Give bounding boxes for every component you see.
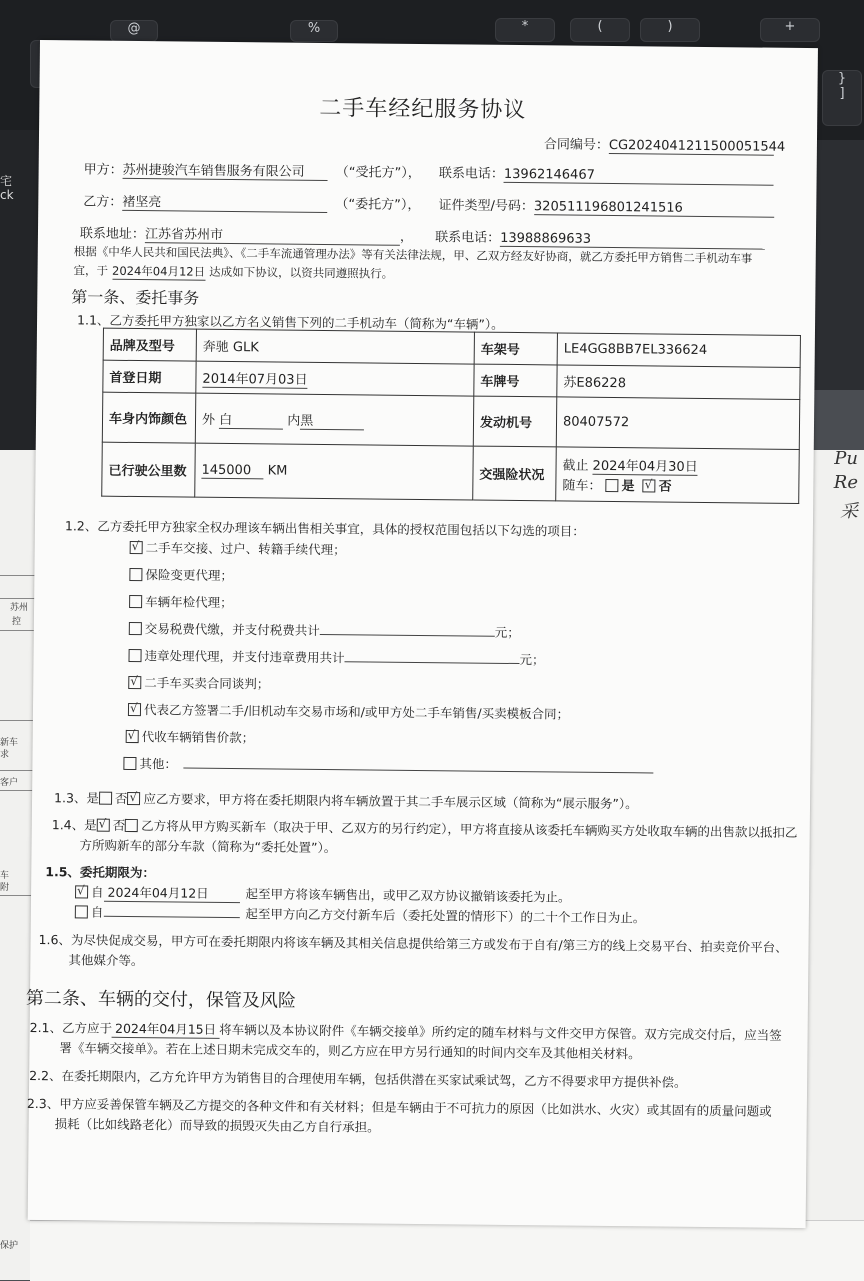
clause-1-1: 1.1、乙方委托甲方独家以乙方名义销售下列的二手机动车（简称为“车辆”）。 — [76, 312, 504, 332]
term-option-2-checkbox[interactable] — [75, 905, 88, 918]
violation-amount-blank[interactable] — [345, 649, 520, 664]
interior-color: 黑 — [300, 409, 364, 430]
clause-2-3-line-1: 2.3、甲方应妥善保管车辆及乙方提交的各种文件和有关材料；但是车辆由于不可抗力的原因（比如洪水、火灾）或其固有的质量问题或 — [26, 1095, 772, 1119]
scope-checkbox[interactable] — [130, 541, 143, 554]
display-yes-checkbox[interactable] — [99, 792, 112, 805]
scope-item-label: 代收车辆销售价款； — [141, 729, 255, 746]
party-b-id-label: 证件类型/号码： — [438, 198, 535, 215]
table-row — [102, 442, 800, 503]
brand-label: 品牌及型号 — [103, 328, 196, 361]
party-a-role: （“受托方”）， — [335, 165, 421, 181]
clause-2-2: 2.2、在委托期限内，乙方允许甲方为销售目的合理使用车辆，包括供潜在买家试乘试驾，乙方不得要求甲方提供补偿。 — [29, 1067, 687, 1090]
underlying-paper-bottom — [30, 1220, 864, 1281]
party-b-phone: 13988869633 — [500, 231, 765, 250]
newcar-no-checkbox[interactable] — [125, 819, 138, 832]
with-car-label: 随车： — [562, 478, 602, 494]
underlying-text: 客户 — [0, 778, 19, 788]
yes-label: 是 — [84, 817, 97, 833]
keyboard-key: * — [495, 18, 555, 42]
mileage-cell — [195, 443, 474, 500]
registration-label: 首登日期 — [103, 360, 196, 393]
keyboard-key: ( — [570, 18, 630, 42]
exterior-color: 白 — [219, 408, 283, 429]
term-text: 起至甲方将该车辆售出，或甲乙双方协议撤销该委托为止。 — [245, 886, 571, 905]
table-row — [102, 392, 799, 449]
yes-label: 是 — [86, 790, 100, 806]
currency-suffix: 元； — [494, 624, 520, 641]
clause-number: 1.3、 — [53, 790, 87, 806]
term-prefix: 自 — [90, 904, 104, 920]
vin-label: 车架号 — [474, 332, 557, 365]
keyboard-key: ) — [640, 18, 700, 42]
delivery-date: 2024年04月15日 — [112, 1019, 219, 1039]
plate-label: 车牌号 — [474, 364, 557, 397]
underlying-text: 控 — [12, 617, 22, 627]
scope-checkbox[interactable] — [126, 730, 139, 743]
handwritten-note: Pu — [834, 448, 858, 469]
underlying-text: 新车 — [0, 738, 19, 748]
party-a-phone-label: 联系电话： — [438, 166, 504, 182]
no-label: 否 — [112, 817, 126, 833]
clause-1-4-line-2: 方所购新车的部分车款（简称为“委托处置”）。 — [79, 837, 337, 856]
clause-1-5-heading: 1.5、委托期限为： — [45, 864, 156, 881]
party-b-line — [83, 190, 774, 217]
color-label: 车身内饰颜色 — [102, 392, 196, 443]
handwritten-note: Re — [833, 472, 858, 493]
scope-item — [128, 646, 544, 668]
insurance-expiry: 2024年04月30日 — [592, 455, 697, 476]
scope-item — [128, 673, 269, 692]
clause-2-1-line-2: 署《车辆交接单》。若在上述日期未完成交车的，则乙方应在甲方另行通知的时间内交车及其他相关材料。 — [59, 1040, 641, 1062]
party-a-name: 苏州捷骏汽车销售服务有限公司 — [123, 159, 328, 181]
insurance-label: 交强险状况 — [473, 446, 557, 501]
clause-1-6-line-2: 其他媒介等。 — [68, 952, 144, 969]
scope-item-label: 保险变更代理； — [145, 567, 233, 584]
scope-item-label: 代表乙方签署二手/旧机动车交易市场和/或甲方处二手车销售/买卖模板合同； — [143, 702, 570, 722]
term-prefix: 自 — [91, 884, 104, 900]
scope-item-label: 其他： — [139, 756, 178, 772]
clause-1-2: 1.2、乙方委托甲方独家全权办理该车辆出售相关事宜，具体的授权范围包括以下勾选的项目： — [64, 518, 585, 539]
contract-number — [543, 133, 786, 155]
tax-amount-blank[interactable] — [320, 622, 495, 637]
intro-line-2 — [73, 262, 393, 282]
agreement-date: 2024年04月12日 — [112, 263, 206, 279]
brand-value: 奔驰 GLK — [196, 329, 474, 364]
address-comma: ， — [399, 229, 414, 245]
scope-item — [129, 619, 520, 641]
address-value: 江苏省苏州市 — [145, 223, 400, 246]
article-1-heading: 第一条、委托事务 — [71, 287, 200, 308]
contract-page — [25, 40, 818, 1228]
term-2-blank[interactable] — [103, 904, 239, 918]
contract-number-value: CG2024041211500051544 — [608, 137, 786, 155]
keyboard-key: @ — [110, 20, 158, 42]
party-b-role: （“委托方”）， — [335, 197, 421, 213]
article-2-heading: 第二条、车辆的交付，保管及风险 — [25, 987, 297, 1012]
term-text: 起至甲方向乙方交付新车后（委托处置的情形下）的二十个工作日为止。 — [245, 906, 646, 926]
other-blank[interactable] — [183, 756, 653, 774]
scope-item — [123, 754, 653, 778]
scope-item-label: 二手车买卖合同谈判； — [144, 675, 270, 692]
scope-item — [130, 538, 346, 558]
term-start-date: 2024年04月12日 — [103, 883, 239, 903]
underlying-text: 附 — [0, 883, 10, 893]
scope-item-label: 二手车交接、过户、转籍手续代理； — [145, 540, 346, 558]
with-car-no-label: 否 — [658, 479, 672, 495]
party-b-phone-label: 联系电话： — [435, 230, 501, 246]
handwritten-note: 采 — [840, 501, 858, 522]
scope-item — [129, 592, 233, 611]
keyboard-key: } ] — [822, 70, 862, 126]
term-option-1-checkbox[interactable] — [75, 885, 88, 898]
registration-cell — [196, 361, 474, 396]
vin-value: LE4GG8BB7EL336624 — [557, 333, 800, 368]
clause-1-6-line-1: 1.6、为尽快促成交易，甲方可在委托期限内将该车辆及其相关信息提供给第三方或发布于自有/第三方的线上交易平台、拍卖竞价平台、 — [38, 932, 788, 955]
no-label: 否 — [114, 790, 128, 806]
scope-checkbox[interactable] — [129, 595, 142, 608]
clause-1-3 — [54, 788, 638, 812]
with-car-yes-checkbox[interactable] — [605, 479, 618, 492]
interior-prefix: 内 — [287, 413, 301, 429]
party-b-label: 乙方： — [83, 194, 123, 210]
mileage-label: 已行驶公里数 — [102, 442, 196, 497]
party-b-name: 褚坚亮 — [122, 191, 327, 213]
clause-text: 2.1、乙方应于 — [29, 1019, 113, 1036]
monitor-label: 宅 — [0, 174, 13, 188]
party-a-line — [84, 158, 774, 185]
scope-checkbox[interactable] — [128, 649, 141, 662]
newcar-yes-checkbox[interactable] — [97, 819, 110, 832]
document-title: 二手车经纪服务协议 — [319, 95, 527, 124]
clause-text: 将车辆以及本协议附件《车辆交接单》所约定的随车材料与文件交甲方保管。双方完成交付后，应当签 — [219, 1021, 782, 1043]
scope-checkbox[interactable] — [128, 676, 141, 689]
underlying-text: 苏州 — [10, 603, 29, 613]
contract-number-label: 合同编号： — [543, 137, 610, 153]
engine-label: 发动机号 — [473, 396, 557, 447]
keyboard-key: + — [760, 18, 820, 42]
keyboard-key: % — [290, 20, 338, 42]
scope-checkbox[interactable] — [129, 622, 142, 635]
intro-line-1: 根据《中华人民共和国民法典》、《二手车流通管理办法》等有关法律法规，甲、乙双方经友好协商，就乙方委托甲方销售二手机动车事 — [73, 244, 753, 266]
plate-value: 苏E86228 — [557, 365, 800, 400]
insurance-prefix: 截止 — [562, 458, 589, 474]
scope-item-label: 交易税费代缴，并支付税费共计 — [144, 621, 320, 638]
clause-number: 1.4、 — [51, 817, 85, 833]
with-car-no-checkbox[interactable] — [643, 479, 656, 492]
party-a-phone: 13962146467 — [504, 167, 774, 186]
clause-2-3-line-2: 损耗（比如线路老化）而导致的损毁灭失由乙方自行承担。 — [54, 1116, 380, 1135]
scope-item — [129, 565, 233, 584]
scope-item — [128, 700, 569, 723]
party-b-id: 320511196801241516 — [534, 199, 774, 218]
scope-checkbox[interactable] — [123, 757, 136, 770]
currency-suffix: 元； — [519, 652, 545, 668]
scope-item — [126, 727, 255, 746]
scope-item-label: 车辆年检代理； — [145, 594, 233, 611]
mileage-value: 145000 — [201, 462, 263, 479]
registration-date: 2014年07月03日 — [202, 367, 307, 388]
with-car-yes-label: 是 — [621, 479, 635, 495]
engine-value: 80407572 — [556, 397, 800, 450]
underlying-text: 车 — [0, 871, 10, 881]
underlying-text: 求 — [0, 750, 10, 760]
display-no-checkbox[interactable] — [127, 792, 140, 805]
color-cell — [195, 393, 474, 446]
scope-item-label: 违章处理代理，并支付违章费用共计 — [144, 648, 345, 666]
address-label: 联系地址： — [79, 226, 146, 243]
vehicle-table — [101, 328, 801, 504]
clause-text: 乙方将从甲方购买新车（取决于甲、乙双方的另行约定），甲方将直接从该委托车辆购买方处收取车辆的出售款以抵扣乙 — [141, 818, 798, 840]
clause-text: 应乙方要求，甲方将在委托期限内将车辆放置于其二手车展示区域（简称为“展示服务”）。 — [143, 791, 638, 812]
underlying-text: 保护 — [0, 1241, 19, 1251]
scope-checkbox[interactable] — [129, 568, 142, 581]
mileage-unit: KM — [267, 462, 288, 479]
insurance-cell — [556, 447, 800, 504]
party-a-label: 甲方： — [83, 162, 123, 178]
exterior-prefix: 外 — [201, 412, 216, 428]
intro-prefix: 宜，于 — [73, 263, 109, 278]
monitor-label: ck — [0, 188, 14, 202]
scope-checkbox[interactable] — [128, 703, 141, 716]
intro-suffix: 达成如下协议，以资共同遵照执行。 — [209, 264, 394, 281]
